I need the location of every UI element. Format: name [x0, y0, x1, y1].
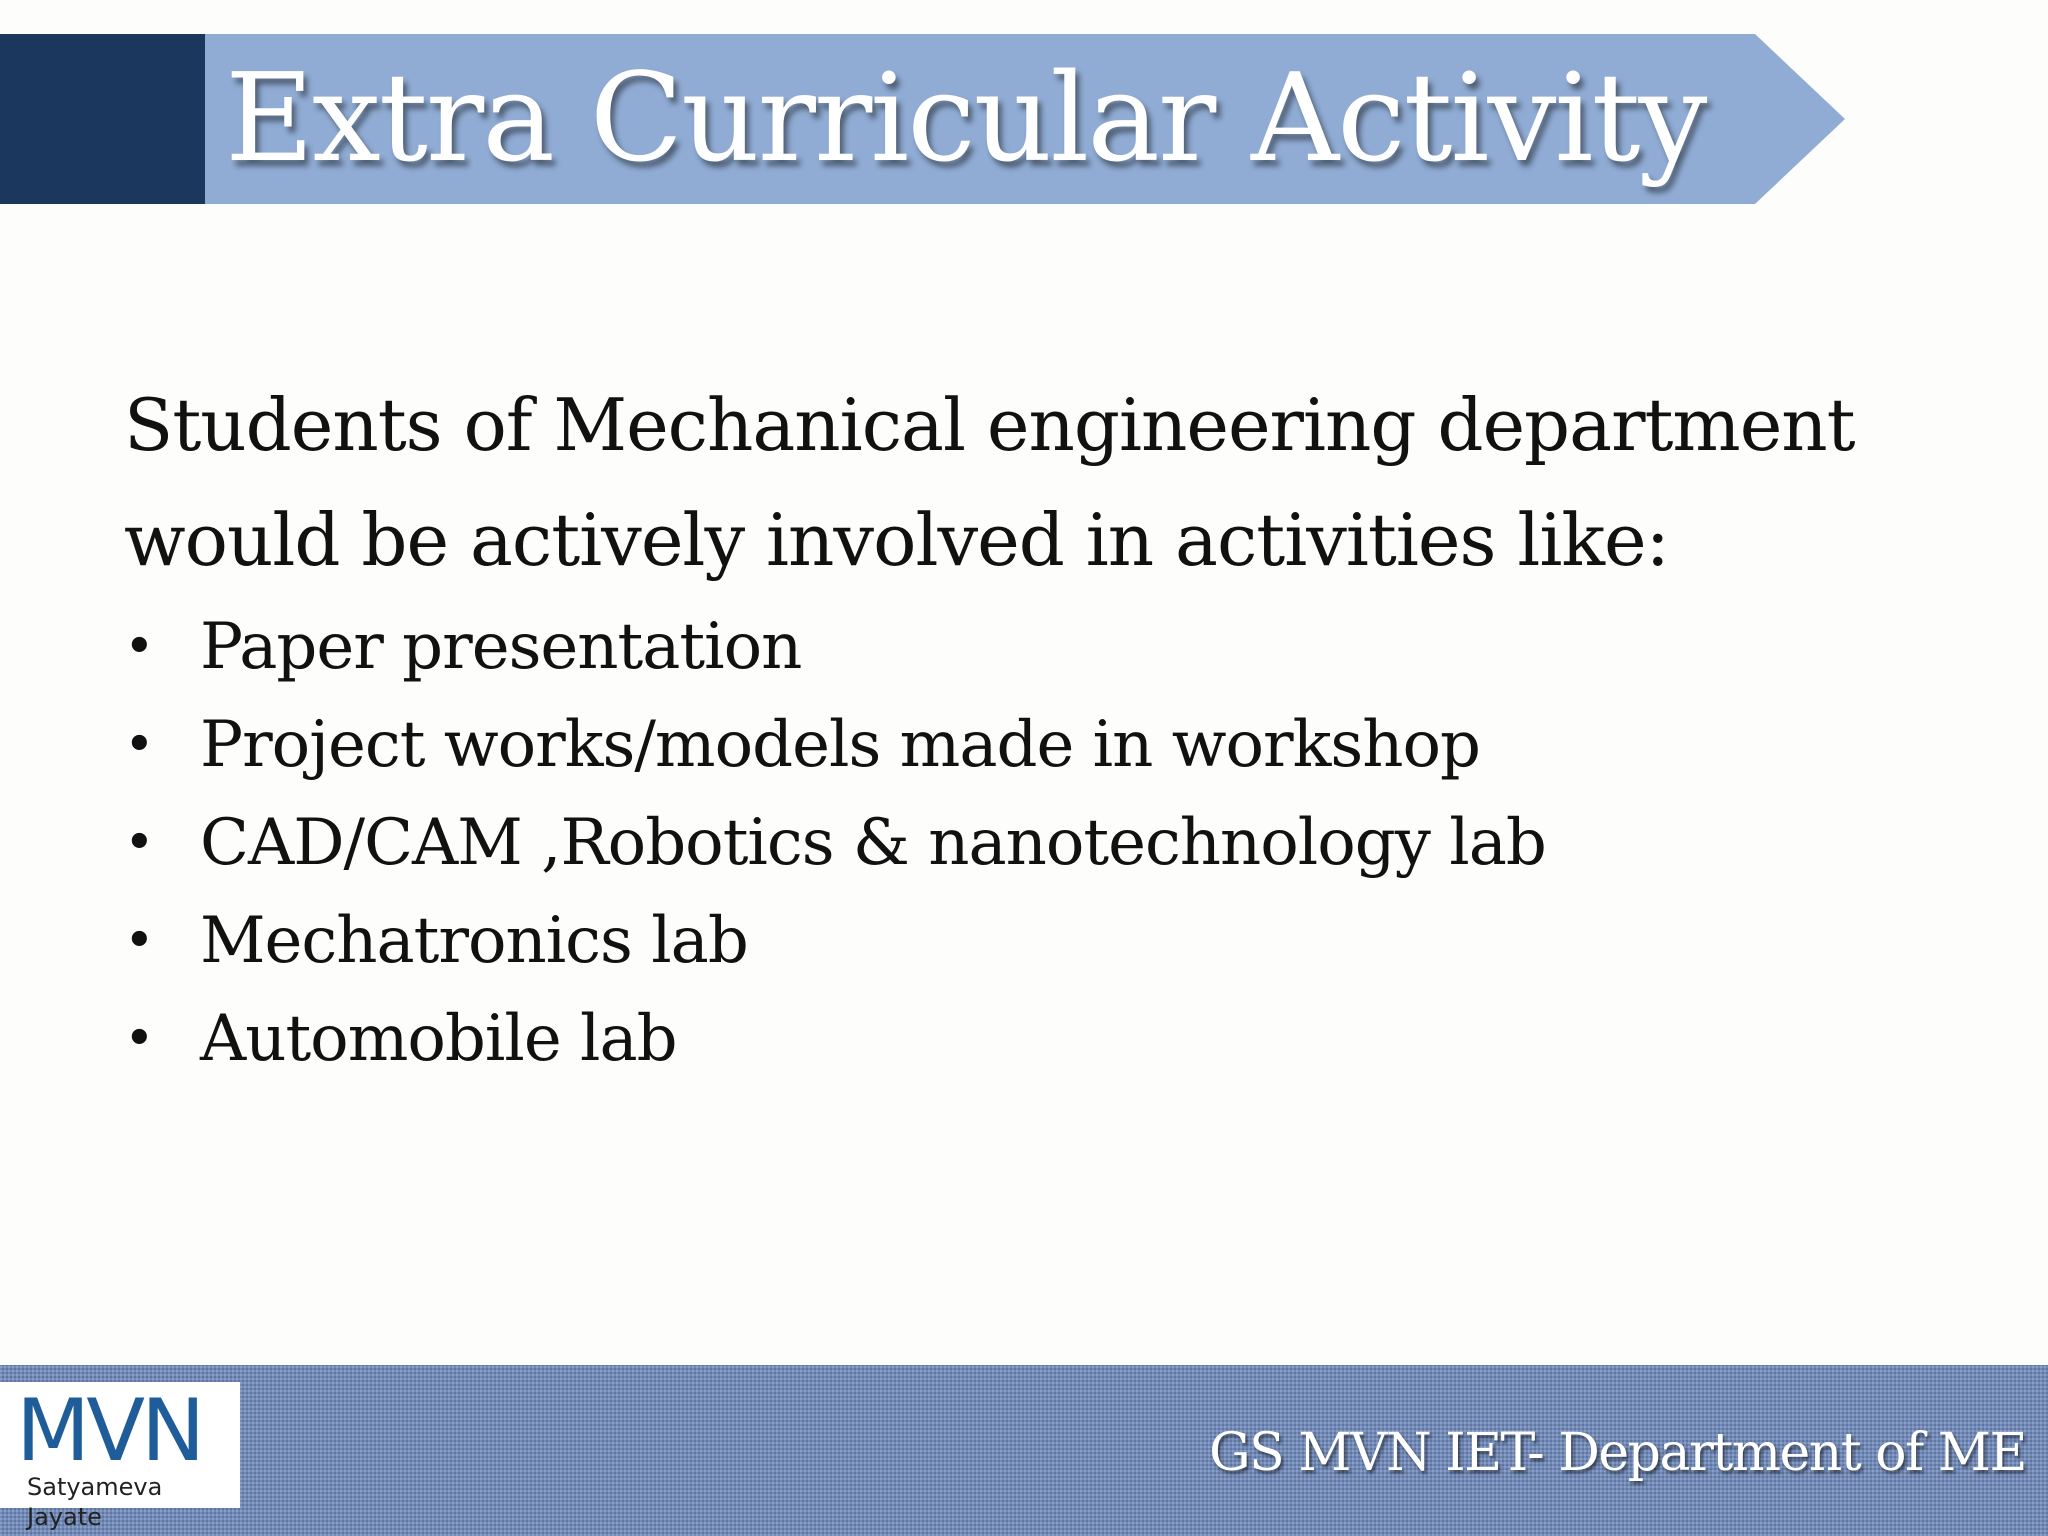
slide-body [124, 368, 1924, 1088]
list-item [124, 990, 1924, 1088]
bullet-icon: • [124, 911, 154, 971]
slide-title: Extra Curricular Activity [225, 47, 1706, 189]
list-item [124, 598, 1924, 696]
list-item-text: Paper presentation [200, 610, 802, 684]
mvn-logo [0, 1381, 240, 1531]
list-item [124, 892, 1924, 990]
logo-wordmark: MVN [16, 1381, 202, 1481]
list-item [124, 696, 1924, 794]
list-item-text: Project works/models made in workshop [200, 708, 1480, 782]
bullet-icon: • [124, 1009, 154, 1069]
intro-paragraph [124, 368, 1924, 598]
bullet-icon: • [124, 617, 154, 677]
bullet-icon: • [124, 813, 154, 873]
list-item-text: CAD/CAM ,Robotics & nanotechnology lab [200, 806, 1546, 880]
activity-list [124, 598, 1924, 1088]
intro-line-2: would be actively involved in activities like: [124, 498, 1669, 582]
logo-tagline: Satyameva Jayate [27, 1473, 163, 1531]
list-item [124, 794, 1924, 892]
intro-line-1: Students of Mechanical engineering department [124, 383, 1855, 467]
bullet-icon: • [124, 715, 154, 775]
list-item-text: Automobile lab [200, 1002, 677, 1076]
title-accent-block [0, 34, 205, 204]
footer-institution-text: GS MVN IET- Department of ME [1209, 1423, 2026, 1483]
list-item-text: Mechatronics lab [200, 904, 748, 978]
